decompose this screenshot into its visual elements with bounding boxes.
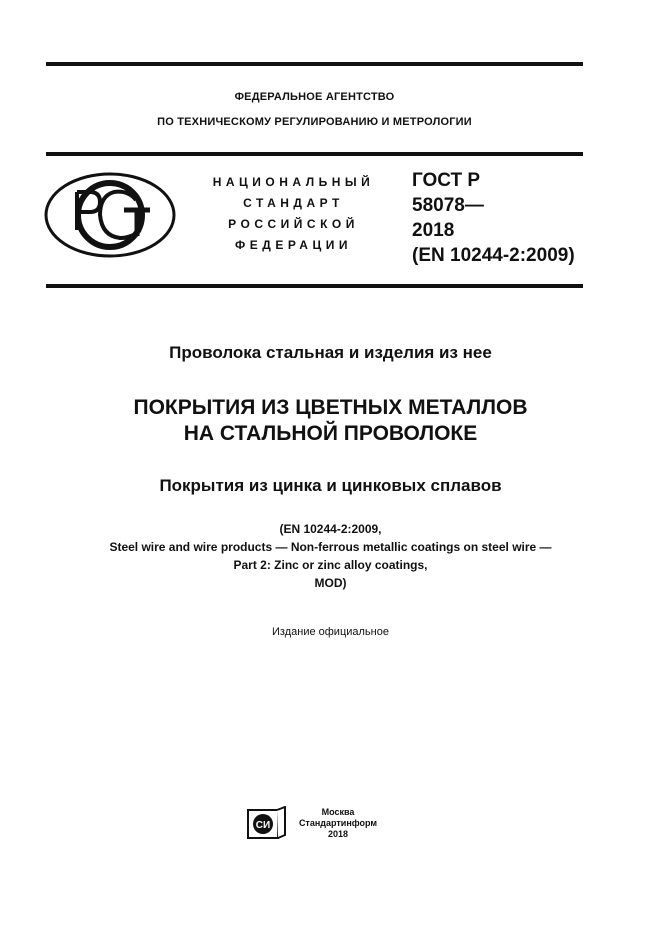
standard-code-line-1: ГОСТ Р (412, 170, 481, 191)
standard-type (196, 172, 391, 256)
document-title-line-1: ПОКРЫТИЯ ИЗ ЦВЕТНЫХ МЕТАЛЛОВ (133, 396, 528, 419)
english-line-1: (EN 10244-2:2009, (279, 522, 382, 536)
english-line-2: Steel wire and wire products — Non-ferrous metallic coatings on steel wire — (109, 540, 552, 554)
agency-line-2: ПО ТЕХНИЧЕСКОМУ РЕГУЛИРОВАНИЮ И МЕТРОЛОГИИ (157, 116, 472, 128)
standard-type-line-1: НАЦИОНАЛЬНЫЙ (212, 175, 375, 189)
edition-label: Издание официальное (272, 626, 389, 638)
top-rule (46, 62, 583, 66)
standard-code-line-2: 58078— (412, 195, 484, 216)
agency-line-1: ФЕДЕРАЛЬНОЕ АГЕНТСТВО (234, 91, 395, 103)
standard-type-line-3: РОССИЙСКОЙ (228, 217, 359, 231)
document-title (0, 395, 661, 447)
publisher-city: Москва (321, 807, 355, 817)
document-title-line-2: НА СТАЛЬНОЙ ПРОВОЛОКЕ (183, 422, 478, 445)
english-title-block (0, 520, 661, 592)
publisher-year: 2018 (327, 829, 349, 839)
header-rule (46, 152, 583, 156)
english-line-3: Part 2: Zinc or zinc alloy coatings, (233, 558, 428, 572)
svg-text:СИ: СИ (255, 820, 271, 831)
standartinform-logo-icon (247, 806, 287, 840)
publisher-name: Стандартинформ (298, 818, 378, 828)
publisher-info (292, 807, 384, 840)
document-part-title: Покрытия из цинка и цинковых сплавов (159, 476, 502, 495)
standard-type-line-2: СТАНДАРТ (243, 196, 344, 210)
standard-code-line-3: 2018 (412, 220, 455, 241)
english-line-4: MOD) (314, 576, 347, 590)
standard-type-line-4: ФЕДЕРАЦИИ (235, 238, 352, 252)
document-subtitle: Проволока стальная и изделия из нее (169, 343, 492, 362)
logo-rule (46, 284, 583, 288)
rst-logo-icon (44, 172, 176, 258)
standard-code-line-4: (EN 10244-2:2009) (412, 245, 575, 266)
standard-code (412, 168, 575, 268)
